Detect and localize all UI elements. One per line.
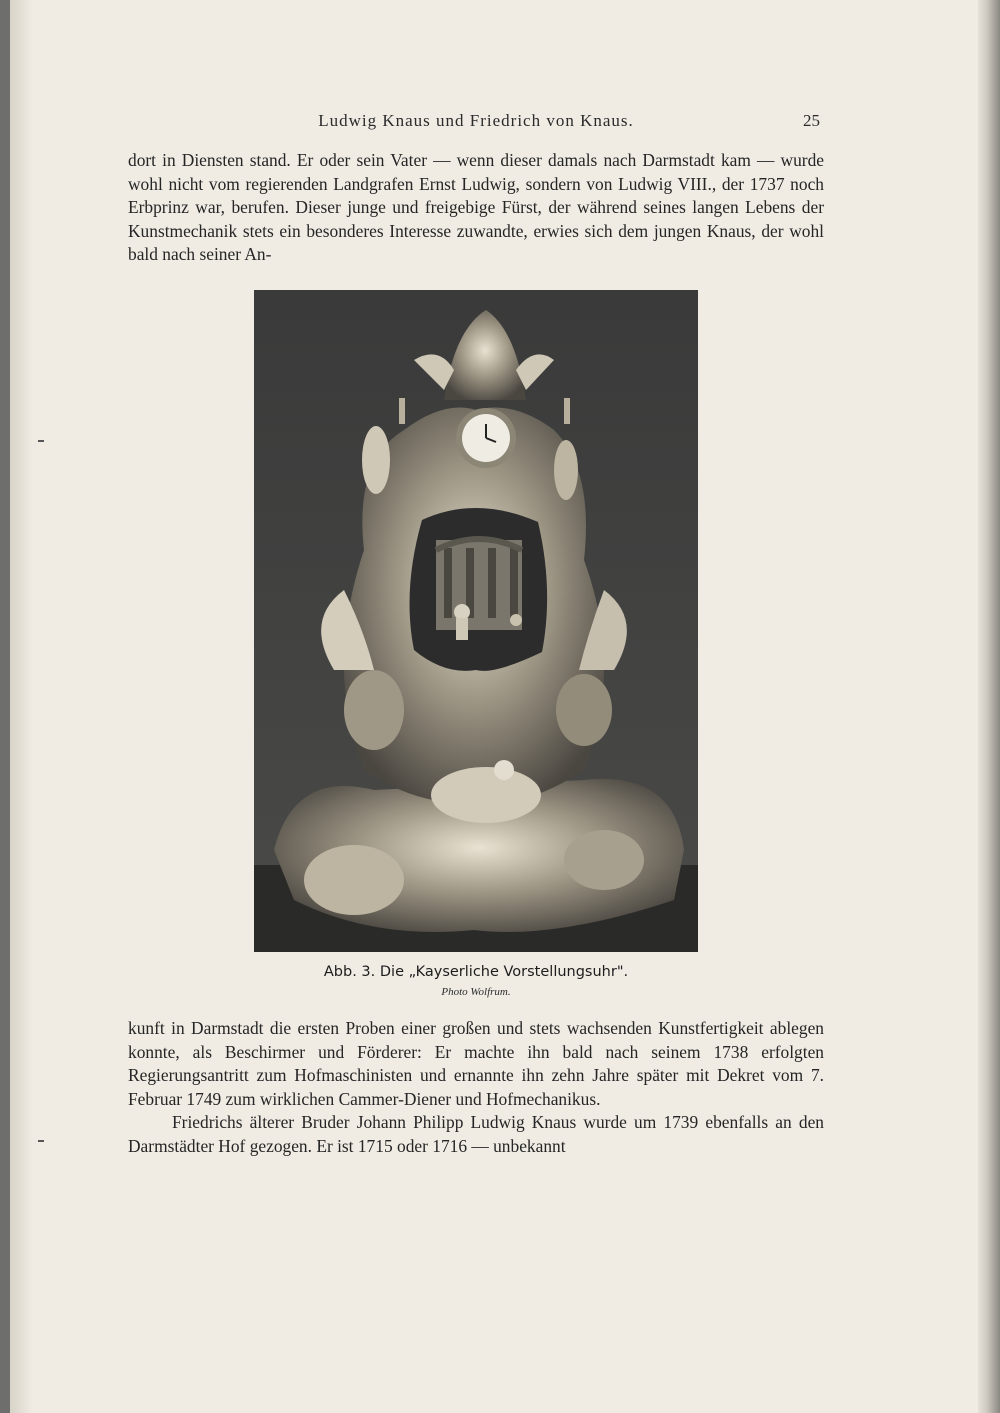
page-gutter: [10, 0, 32, 1413]
margin-mark: [38, 440, 44, 442]
clock-photograph: [254, 290, 698, 952]
paragraph-continued: kunft in Darmstadt die ersten Proben einer großen und stets wachsenden Kunstfertigkeit ablegen konnte, als Beschirmer und Förderer: Er machte ihn bald nach seinem 1738 erfolgten Regierungsantritt zum Hofmaschinisten und ernannte ihn zehn Jahre später mit Dekret vom 7. Februar 1749 zum wirklichen Cammer-Diener und Hofmechanikus.: [128, 1018, 824, 1109]
header-title: Ludwig Knaus und Friedrich von Knaus.: [318, 111, 634, 130]
page-number: 25: [803, 111, 820, 130]
figure-caption: Abb. 3. Die „Kayserliche Vorstellungsuhr".: [323, 964, 629, 980]
paragraph-next: Friedrichs älterer Bruder Johann Philipp Ludwig Knaus wurde um 1739 ebenfalls an den Darmstädter Hof gezogen. Er ist 1715 oder 1716 — unbekannt: [128, 1112, 824, 1156]
body-text-top: [128, 149, 824, 267]
body-text-bottom: [128, 1017, 824, 1159]
running-header: [130, 111, 822, 135]
paragraph-top: dort in Diensten stand. Er oder sein Vater — wenn dieser damals nach Darmstadt kam — wurde wohl nicht vom regierenden Landgrafen Ernst Ludwig, sondern von Ludwig VIII., der 1737 noch Erbprinz war, berufen. Dieser junge und freigebige Fürst, der während seines langen Lebens der Kunstmechanik stets ein besonderes Interesse zuwandte, erwies sich dem jungen Knaus, der wohl bald nach seiner An-: [128, 150, 824, 265]
page-edge: [978, 0, 1000, 1413]
margin-mark: [38, 1140, 44, 1142]
photo-credit: Photo Wolfrum.: [441, 986, 511, 998]
